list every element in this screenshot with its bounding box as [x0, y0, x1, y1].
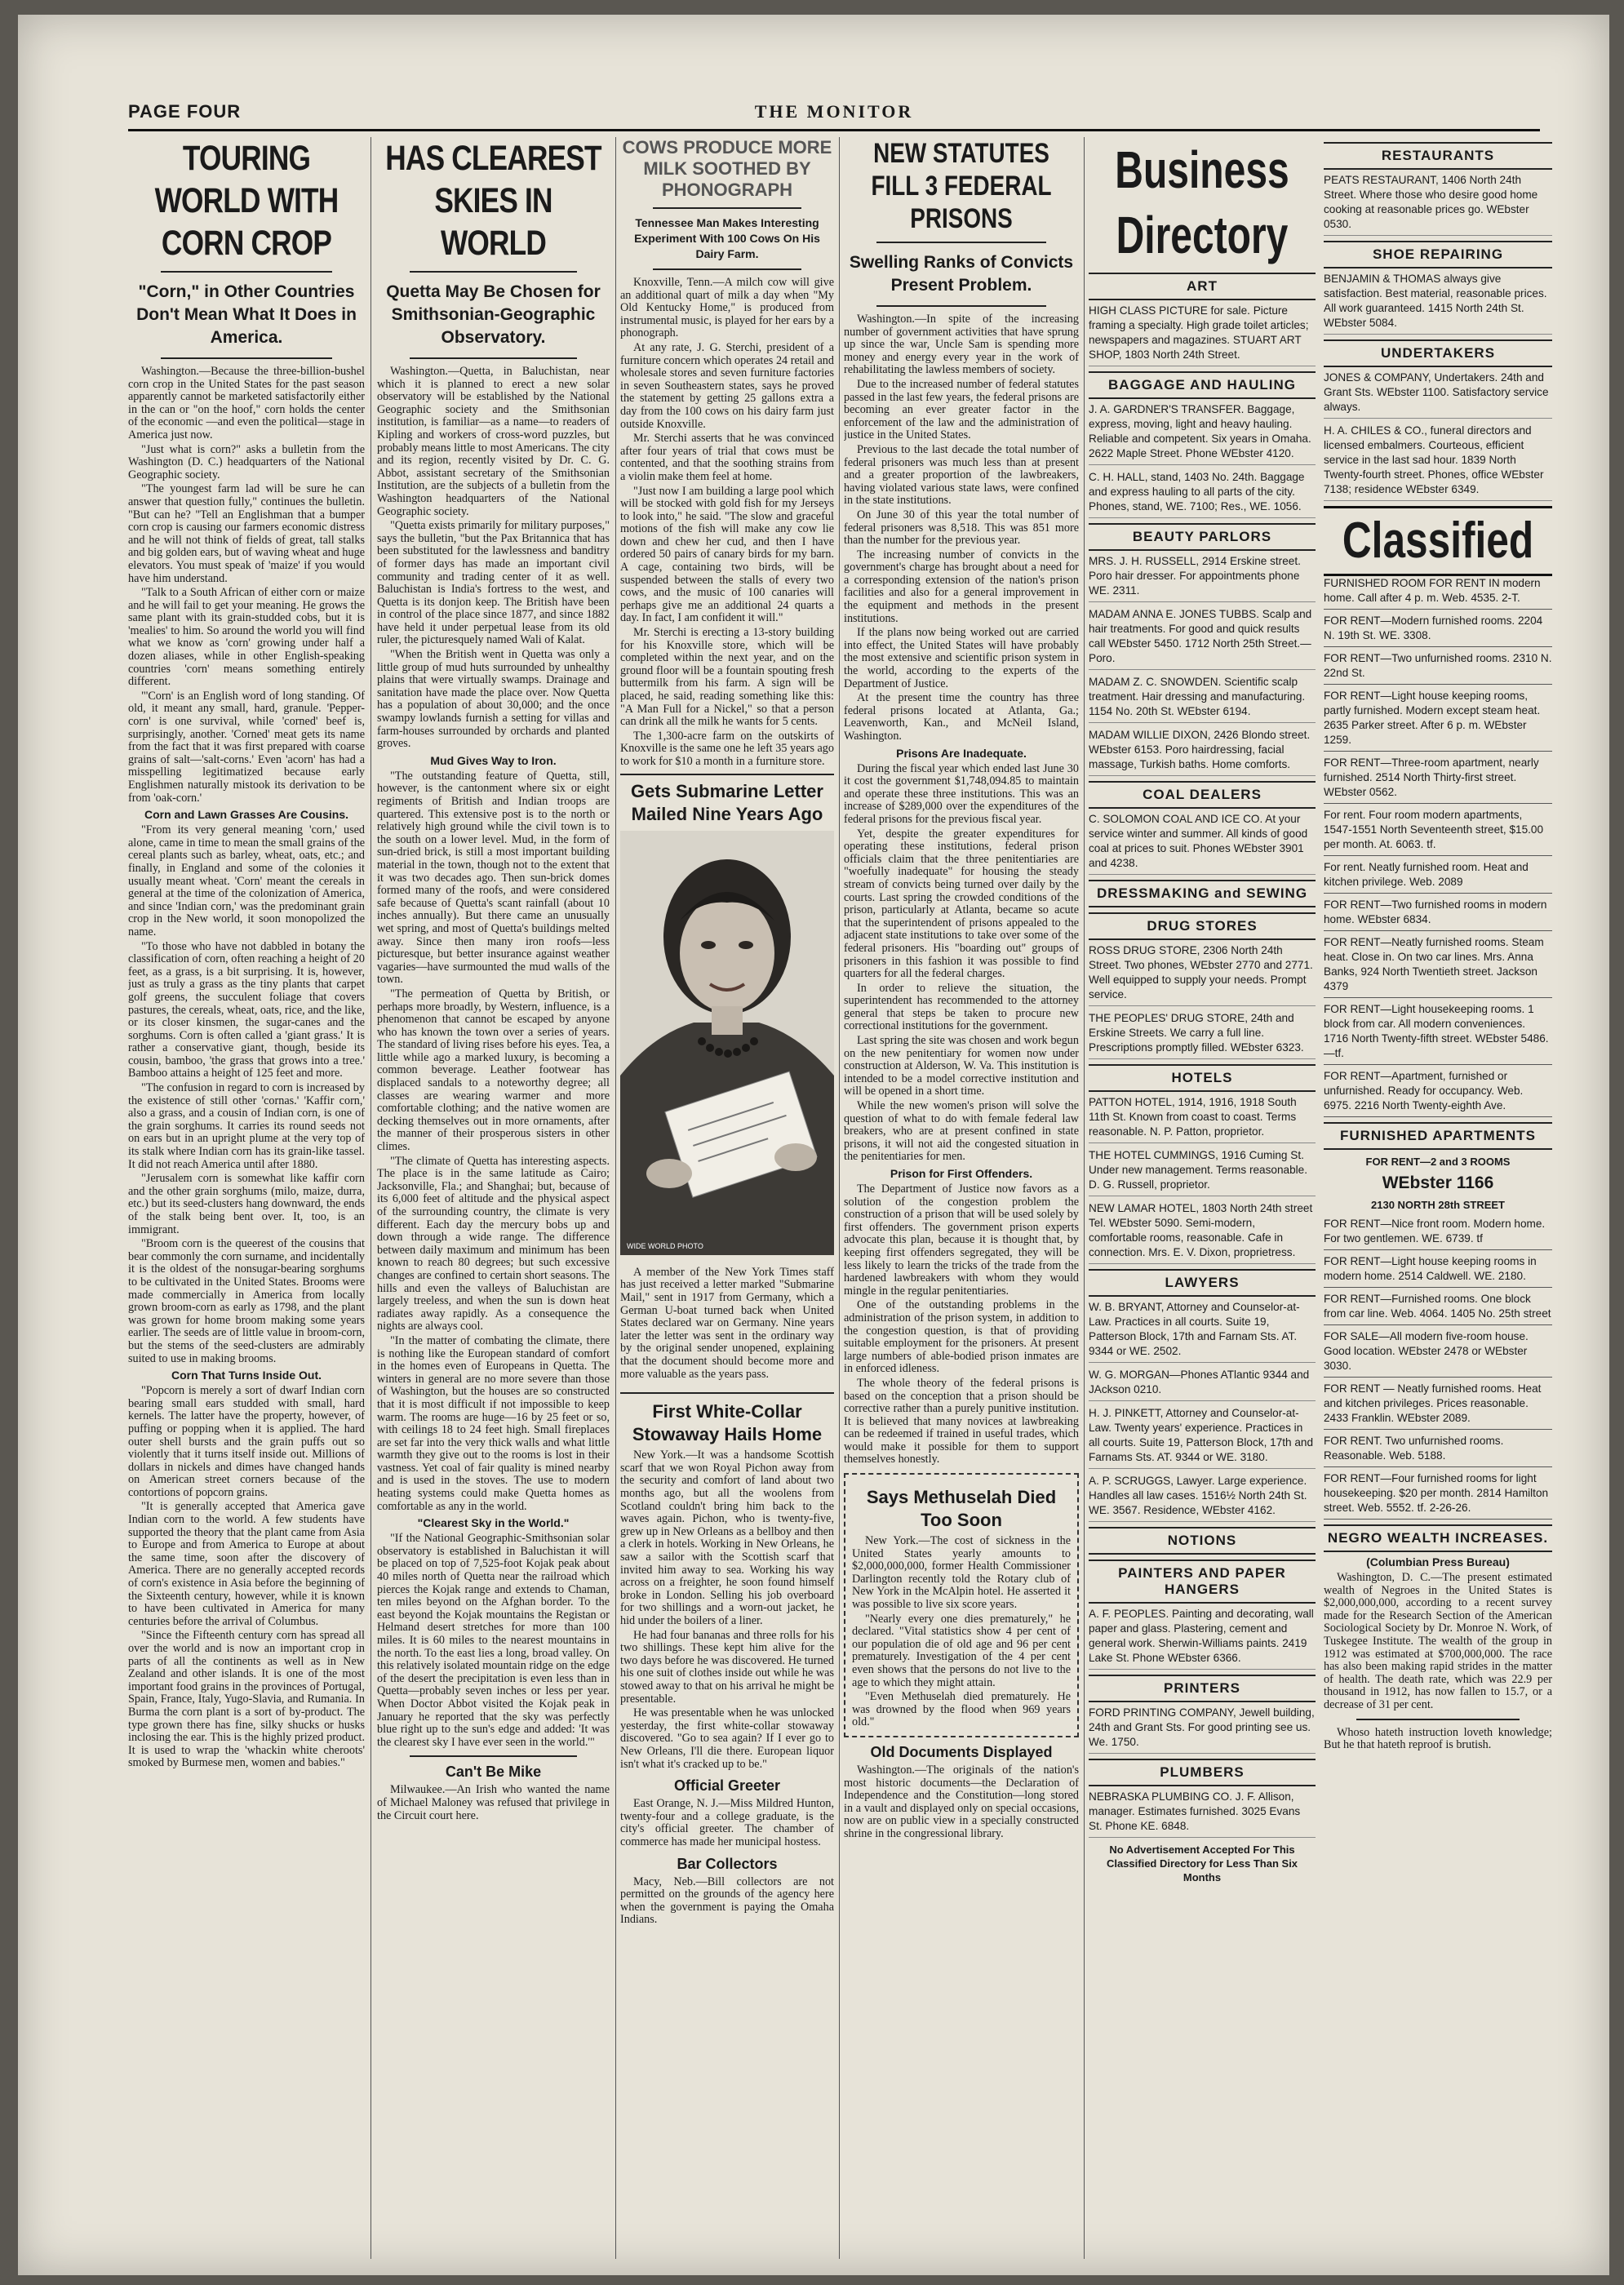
directory-entry: PATTON HOTEL, 1914, 1916, 1918 South 11th St. Known from coast to coast. Terms reasonable. N. P. Patton, proprietor.: [1089, 1095, 1316, 1143]
subhead: Corn and Lawn Grasses Are Cousins.: [144, 808, 348, 822]
directory-entry: W. G. MORGAN—Phones ATlantic 9344 and JAckson 0210.: [1089, 1368, 1316, 1401]
paragraph: "The confusion in regard to corn is increased by the existence of still other 'cornas.' 'Kaffir corn,' also a grass, and a cousin of Indian corn, is one of the grain sorghums. It carries its round seeds not on ears but in an upright plume at the very top of its stalk where Indian corn has its grain-like tassel. It did not reach America until after 1880.: [128, 1081, 365, 1171]
directory-notice: No Advertisement Accepted For This Classified Directory for Less Than Six Months: [1106, 1844, 1298, 1883]
deck: Swelling Ranks of Convicts Present Problem.: [849, 253, 1074, 295]
paragraph: At any rate, J. G. Sterchi, president of a furniture concern which operates 24 retail and wholesale stores and seven furniture factories in seven Southeastern states, says he proved the statement by getting 25 gallons extra a day from the 100 cows on his dairy farm just outside Knoxville.: [620, 340, 834, 431]
paragraph: During the fiscal year which ended last June 30 it cost the government $1,748,094.85 to maintain and operate these three institutions. This was an increase of $289,000 over the expenditures of the federal prisons for the previous fiscal year.: [844, 761, 1079, 826]
directory-title: Business Directory: [1115, 140, 1289, 264]
directory-category: SHOE REPAIRING: [1324, 241, 1552, 268]
paragraph: Previous to the last decade the total number of federal prisoners was much less than at present and a greater proportion of the lawbreakers, having violated various state laws, were confined in the state institutions.: [844, 442, 1079, 508]
paragraph: "Just what is corn?" asks a bulletin from the Washington (D. C.) headquarters of the National Geographic society.: [128, 442, 365, 481]
article-corn: [128, 137, 365, 1772]
apartments-heading: FURNISHED APARTMENTS: [1324, 1122, 1552, 1150]
paragraph: Last spring the site was chosen and work begun on the new penitentiary for women now under construction at Alderson, W. Va. This institution is intended to be a model corrective institution and will be opened in a short time.: [844, 1034, 1079, 1098]
directory-entry: NEBRASKA PLUMBING CO. J. F. Allison, manager. Estimates furnished. 3025 Evans St. Phone KE. 6848.: [1089, 1790, 1316, 1838]
directory-entry: MADAM WILLIE DIXON, 2426 Blondo street. WEbster 6153. Poro hairdressing, facial massage, Turkish baths. Home comforts.: [1089, 728, 1316, 776]
paragraph: At the present time the country has three federal prisons located at Atlanta, Ga.; Leavenworth, Kan., and McNeil Island, Washington.: [844, 691, 1079, 743]
headline: NEW STATUTES FILL 3 FEDERAL PRISONS: [871, 138, 1052, 234]
headline: TOURING WORLD WITH CORN CROP: [154, 139, 339, 263]
classified-ad: FOR RENT—Two unfurnished rooms. 2310 N. 22nd St.: [1324, 651, 1552, 685]
paragraph: Milwaukee.—An Irish who wanted the name of Michael Maloney was refused that privilege in the Circuit court here.: [377, 1783, 610, 1822]
paragraph: "Since the Fifteenth century corn has spread all over the world and is now an important crop in parts of all the continents as well as in New Zealand and other islands. It is one of the most important food grains in the provinces of Portugal, Spain, France, Italy, Yugo-Slavia, and Rumania. In Burma the corn plant is a sort of by-product. The type grown there has fine, silky shucks or husks inclosing the ear. This is the highly prized product. It is used to wrap the 'whackin white cheroots' smoked by Burmese men, women and babies.": [128, 1629, 365, 1770]
paragraph: He had four bananas and three rolls for his two shillings. These kept him alive for the two days before he was discovered. He turned his one suit of clothes inside out while he was stowed away to that on his arrival he might be presentable.: [620, 1628, 834, 1706]
classified-ad: FOR RENT—Light housekeeping rooms. 1 block from car. All modern conveniences. 1716 North Twenty-fifth street. WEbster 5486.—tf.: [1324, 1002, 1552, 1065]
paragraph: "Broom corn is the queerest of the cousins that bear commonly the corn surname, and incidentally it is the oldest of the nonsugar-bearing sorghums to be cultivated in the United States. Brooms were made commercially in America from locally grown broom-corn as early as 1798, and the plant was grown for home broom making some years earlier. The seeds are of little value in broom-corn, but the stems of the seed-clusters are admirably suited to use in making brooms.: [128, 1237, 365, 1365]
business-directory: [1089, 137, 1316, 1889]
directory-entry: MRS. J. H. RUSSELL, 2914 Erskine street. Poro hair dresser. For appointments phone WE. 2311.: [1089, 554, 1316, 602]
directory-entry: A. F. PEOPLES. Painting and decorating, wall paper and glass. Plastering, cement and general work. Sherwin-Williams paints. 2419 Lake St. Phone WEbster 6366.: [1089, 1607, 1316, 1670]
subhead: Mud Gives Way to Iron.: [430, 753, 557, 767]
directory-entry: W. B. BRYANT, Attorney and Counselor-at-Law. Practices in all courts. Suite 19, Patterson Block, 17th and Farnam Sts. AT. 9344 or WE. 2502.: [1089, 1300, 1316, 1363]
paragraph: Knoxville, Tenn.—A milch cow will give an additional quart of milk a day when "My Old Kentucky Home," is produced from instrumental music, is played for her ears by a phonograph.: [620, 276, 834, 340]
paragraph: Mr. Sterchi is erecting a 13-story building for his Knoxville store, which will be completed within the next year, and on the ground floor will be a fountain spouting fresh buttermilk from his farm. A sign will be placed, he said, reading something like this: "A Man Full for a Nickel," so that a person can drink all the milk he wants for 5 cents.: [620, 626, 834, 729]
column-rule: [1084, 137, 1085, 2259]
paragraph: Washington.—In spite of the increasing number of government activities that have sprung up since the war, Uncle Sam is spending more money and energy every year in the work of rehabilitating the lawless members of society.: [844, 313, 1079, 377]
classified-ad: FOR RENT—Nice front room. Modern home. For two gentlemen. WE. 6739. tf: [1324, 1217, 1552, 1250]
directory-entry: HIGH CLASS PICTURE for sale. Picture framing a specialty. High grade toilet articles; newspapers and magazines. STUART ART SHOP, 1803 North 24th Street.: [1089, 304, 1316, 366]
paragraph: The whole theory of the federal prisons is based on the conception that a prison should be corrective rather than a purely punitive institution. It is believed that many novices at lawbreaking can be redeemed if trained in useful trades, which would make it possible for them to support themselves honestly.: [844, 1376, 1079, 1466]
headline: First White-Collar Stowaway Hails Home: [632, 1401, 823, 1445]
masthead: [128, 96, 1540, 131]
paragraph: If the plans now being worked out are carried into effect, the United States will have probably the most extensive and scientific prison system in the world, according to the experts of the Department of Justice.: [844, 626, 1079, 690]
directory-category: BEAUTY PARLORS: [1089, 523, 1316, 551]
paragraph: "If the National Geographic-Smithsonian solar observatory is established in Baluchistan it will be placed on top of 7,525-foot Kojak peak about 40 miles north of Quetta near the railroad which pierces the Kojak range and extends to Chaman, ten miles beyond on the Afghan border. To the east beyond the Kojak mountains the Registan or Helmand desert stretches for more than 100 miles. It is 60 miles to the nearest mountains in the north. To the east lies a long, broad valley. On this relatively isolated mountain ridge on the edge of the desert the precipitation is even less than in Quetta—probably seven inches or less per year. When Doctor Abbot visited the Kojak peak in January he reported that the sky was perfectly blue right up to the sun's edge and added: 'It was the clearest sky I have ever seen in the world.'": [377, 1532, 610, 1749]
classified-ad: FOR RENT—Three-room apartment, nearly furnished. 2514 North Thirty-first street. WEbster 0562.: [1324, 756, 1552, 804]
headline: COWS PRODUCE MORE MILK SOOTHED BY PHONOGRAPH: [622, 137, 832, 200]
paragraph: Washington.—Quetta, in Baluchistan, near which it is planned to erect a new solar observatory will be established by the National Geographic society and the Smithsonian institution, is familiar—as a name—to readers of Kipling and workers of cross-word puzzles, but probably means little to most Americans. The city and its region, recently visited by Dr. C. G. Abbot, assistant secretary of the Smithsonian Institution, are the subjects of a bulletin from the Washington headquarters of the National Geographic society.: [377, 365, 610, 518]
subhead: Corn That Turns Inside Out.: [171, 1369, 322, 1382]
portrait-illustration: [620, 831, 834, 1255]
paragraph: "Talk to a South African of either corn or maize and he will fail to get your meaning. He grows the same plant with its grain-studded cobs, but it is 'mealies' to him. So around the world you will find what we know as 'corn' growing under half a dozen aliases, while in other English-speaking countries 'corn' means something entirely different.: [128, 586, 365, 689]
article-prisons: [844, 137, 1079, 1843]
directory-category: HOTELS: [1089, 1064, 1316, 1092]
classified-list: [1324, 576, 1552, 1117]
article-cows: [620, 137, 834, 1928]
paragraph: In order to relieve the situation, the superintendent has recommended to the attorney general that steps be taken to procure new correctional institutions for the government.: [844, 981, 1079, 1033]
paper-name: THE MONITOR: [754, 101, 914, 122]
photo-caption: A member of the New York Times staff has just received a letter marked "Submarine Mail," sent in 1917 from Germany, which a German U-boat turned back when United States declared war on Germany. Nine years later the letter was sent in the ordinary way by the original sender unopened, explaining that the document should become more and more valuable as the years pass.: [620, 1265, 834, 1381]
paragraph: "When the British went in Quetta was only a little group of mud huts surrounded by unhealthy plains that were virtually swamps. Drainage and sanitation have made the place over. Now Quetta has a population of about 30,000; and the once swampy lowlands furnish a setting for villas and farm-houses surrounded by orchards and planted groves.: [377, 648, 610, 751]
headline: Bar Collectors: [677, 1855, 778, 1872]
paragraph: "The permeation of Quetta by British, or perhaps more broadly, by Western, influence, is a phenomenon that cannot be escaped by anyone who has known the town over a series of years. The standard of living rises before his eyes. Tea, a little while ago a marked luxury, is becoming a common beverage. Leather footwear has displaced sandals to a noteworthy degree; all classes are wearing warmer and more comfortable clothing; and the native women are decking themselves out in more ornaments, after the manner of their prosperous sisters in other climes.: [377, 987, 610, 1154]
paragraph: On June 30 of this year the total number of federal prisoners was 8,518. This was 851 more than the number for the previous year.: [844, 508, 1079, 548]
paragraph: "It is generally accepted that America gave Indian corn to the world. A few students have supported the theory that the plant came from Asia to Europe and from America to Europe at about the same time, soon after the discovery of America. There are no generally accepted records of corn's existence in Asia before the beginning of the Sixteenth century, however, while it is known to have been cultivated in America for many centuries before the arrival of Columbus.: [128, 1500, 365, 1628]
paragraph: East Orange, N. J.—Miss Mildred Hunton, twenty-four and a college graduate, is the city's official greeter. The chamber of commerce has made her municipal hostess.: [620, 1797, 834, 1848]
paragraph: Washington.—Because the three-billion-bushel corn crop in the United States for the past season apparently cannot be marketed satisfactorily either in the can or "on the hoof," corn holds the center of the economic —and even the political—stage in America just now.: [128, 365, 365, 441]
paragraph: The increasing number of convicts in the government's charge has brought about a need for a corresponding extension of the nation's prison facilities and also for a general improvement in the equipment and methods in the present institutions.: [844, 548, 1079, 625]
column-rule: [615, 137, 616, 2259]
apartments-address: 2130 NORTH 28th STREET: [1371, 1199, 1505, 1211]
subhead: Prisons Are Inadequate.: [896, 746, 1027, 760]
photo-credit: WIDE WORLD PHOTO: [627, 1241, 703, 1250]
photo-headline: Gets Submarine Letter Mailed Nine Years Ago: [631, 780, 823, 824]
directory-category: LAWYERS: [1089, 1269, 1316, 1297]
paragraph: "Jerusalem corn is somewhat like kaffir corn and the other grain sorghums (milo, maize, durra, etc.) but its seed-clusters hang downward, the ends of the stalk being bent over. It, too, is an immigrant.: [128, 1172, 365, 1236]
directory-category: ART: [1089, 273, 1316, 300]
classified-ad: FOR RENT—Modern furnished rooms. 2204 N. 19th St. WE. 3308.: [1324, 614, 1552, 647]
classified-ad: FOR RENT—Furnished rooms. One block from car line. Web. 4064. 1405 No. 25th street: [1324, 1292, 1552, 1325]
deck: "Corn," in Other Countries Don't Mean What It Does in America.: [136, 282, 357, 347]
directory-category: RESTAURANTS: [1324, 142, 1552, 170]
subhead: "Clearest Sky in the World.": [417, 1516, 570, 1530]
classified-ad: FOR RENT. Two unfurnished rooms. Reasonable. Web. 5188.: [1324, 1434, 1552, 1467]
directory-entry: BENJAMIN & THOMAS always give satisfaction. Best material, reasonable prices. All work guaranteed. 1415 North 24th St. WEbster 5084.: [1324, 272, 1552, 335]
classified-ad: FOR RENT—Two furnished rooms in modern home. WEbster 6834.: [1324, 898, 1552, 931]
classified-ad: FOR SALE—All modern five-room house. Good location. WEbster 2478 or WEbster 3030.: [1324, 1329, 1552, 1378]
directory-entry: THE HOTEL CUMMINGS, 1916 Cuming St. Under new management. Terms reasonable. D. G. Russell, proprietor.: [1089, 1148, 1316, 1196]
classified-ad: FOR RENT—Light house keeping rooms, partly furnished. Modern except steam heat. 2635 Parker street. After 6 p. m. WEbster 1259.: [1324, 689, 1552, 752]
directory-and-classified: [1324, 137, 1552, 1754]
paragraph: Macy, Neb.—Bill collectors are not permitted on the grounds of the agency here when the government is paying the Omaha Indians.: [620, 1875, 834, 1927]
directory-category: DRUG STORES: [1089, 912, 1316, 940]
paragraph: New York.—The cost of sickness in the United States yearly amounts to $2,000,000,000, former Health Commissioner Darlington recently told the Rotary club of New York in the McAlpin hotel. He asserted it was possible to live six score years.: [852, 1534, 1071, 1612]
article-quetta: [377, 137, 610, 1824]
apartments-sub: FOR RENT—2 and 3 ROOMS: [1365, 1156, 1511, 1168]
paragraph: Yet, despite the greater expenditures for operating these institutions, federal prison officials claim that the three penitentiaries are "woefully inadequate" for housing the steady stream of convicts being turned over daily by the courts. Last spring the crowded conditions of the prison, particularly at Atlanta, became so acute that the superintendent of prisons appealed to the adjacent state institutions to take over some of the federal prisoners. His "boarding out" groups of prisoners in this fashion it was possible to find quarters for all the federal charges.: [844, 827, 1079, 981]
paragraph: Due to the increased number of federal statutes passed in the last few years, the federal prisons are becoming an ever greater factor in the enforcement of the law and the administration of justice in the United States.: [844, 377, 1079, 442]
headline: Says Methuselah Died Too Soon: [866, 1487, 1057, 1531]
directory-entry: ROSS DRUG STORE, 2306 North 24th Street. Two phones, WEbster 2770 and 2771. Well equipped to supply your needs. Prompt service.: [1089, 943, 1316, 1006]
paragraph: While the new women's prison will solve the question of what to do with female federal law breakers, who are at present confined in state prisons, it will not aid the congested situation in the penitentiaries for men.: [844, 1099, 1079, 1164]
classified-ad: FOR RENT—Four furnished rooms for light housekeeping. $20 per month. 2814 Hamilton street. Web. 5552. tf. 2-26-26.: [1324, 1471, 1552, 1520]
directory-sections: [1324, 142, 1552, 501]
paragraph: The Department of Justice now favors as a solution of the congestion problem the construction of a prison that will be used solely by first offenders. The government prison experts advocate this plan, because it is thought that, by keeping first offenders segregated, they will be less likely to learn the tricks of the trade from the hardened lawbreakers with whom they would mingle in the regular penitentiaries.: [844, 1182, 1079, 1298]
paragraph: "Nearly every one dies prematurely," he declared. "Vital statistics show 4 per cent of our population die of old age and 96 per cent prematurely. Investigation of the 4 per cent even shows that the persons do not live to the age to which they might attain.: [852, 1612, 1071, 1689]
directory-entry: J. A. GARDNER'S TRANSFER. Baggage, express, moving, light and heavy hauling. Reliable and competent. Six years in Omaha. 2622 Maple Street. Phone WEbster 4120.: [1089, 402, 1316, 465]
directory-category: COAL DEALERS: [1089, 781, 1316, 809]
wealth-heading: NEGRO WEALTH INCREASES.: [1324, 1524, 1552, 1552]
directory-category: NOTIONS: [1089, 1527, 1316, 1555]
directory-entry: MADAM ANNA E. JONES TUBBS. Scalp and hair treatments. For good and quick results call WEbster 5450. 1712 North 25th Street.—Poro.: [1089, 607, 1316, 670]
classified-ad: FOR RENT—Apartment, furnished or unfurnished. Ready for occupancy. Web. 6975. 2216 North Twenty-eighth Ave.: [1324, 1069, 1552, 1117]
directory-category: PLUMBERS: [1089, 1759, 1316, 1786]
classified-ad: FOR RENT — Neatly furnished rooms. Heat and kitchen privileges. Prices reasonable. 2433 Franklin. WEbster 2089.: [1324, 1382, 1552, 1430]
filler-headline: Can't Be Mike: [445, 1764, 542, 1781]
classified-ad: For rent. Four room modern apartments, 1547-1551 North Seventeenth street, $15.00 per month. At. 6063. tf.: [1324, 808, 1552, 856]
directory-entry: H. A. CHILES & CO., funeral directors and licensed embalmers. Courteous, efficient service in the last sad hour. 1839 North Twenty-fourth street. Phones, office WEbster 7138; residence WEbster 6349.: [1324, 424, 1552, 501]
paragraph: "From its very general meaning 'corn,' used alone, came in time to mean the small grains of the cereal plants such as barley, wheat, oats, etc.; and finally, in England and some of the colonies it usually meant wheat. 'Corn' meant the cereals in general at the time of the colonization of America, and since 'Indian corn,' was the predominant grain crop in the New world, it soon monopolized the name.: [128, 823, 365, 938]
directory-entry: A. P. SCRUGGS, Lawyer. Large experience. Handles all law cases. 1516½ North 24th St. WE. 3567. Residence, WEbster 4162.: [1089, 1474, 1316, 1522]
directory-category: UNDERTAKERS: [1324, 339, 1552, 367]
paragraph: "The outstanding feature of Quetta, still, however, is the cantonment where six or eight regiments of British and Indian troops are quartered. This extensive post is to the north or relatively high ground while the civil town is to the south on a lower level. Mud, in the form of sun-dried brick, is still a most important building material in the town, though not to the extent that it was two decades ago. Then sun-brick domes formed many of the roofs, and were considered safe because of Quetta's scant rainfall (about 10 inches annually). But there came an unusually wet spring, and most of Quetta's buildings melted away. Since then many iron roofs—less picturesque, but better insurance against weather vagaries—have surmounted the mud walls of the town.: [377, 769, 610, 987]
apartments-phone: WEbster 1166: [1382, 1174, 1494, 1192]
paragraph: "The youngest farm lad will be sure he can answer that question fully," continues the bulletin. "But can he? "Tell an Englishman that a bumper corn crop is causing our farmers economic distress and he will not think of fields of great, tall stalks and big golden ears, but of waving wheat and huge elevators. You must speak of 'maize' if you would have him understand.: [128, 482, 365, 585]
directory-category: PAINTERS AND PAPER HANGERS: [1089, 1560, 1316, 1604]
directory-category: DRESSMAKING and SEWING: [1089, 880, 1316, 907]
classified-list: [1324, 1217, 1552, 1520]
headline: Old Documents Displayed: [870, 1743, 1053, 1760]
paragraph: "'Corn' is an English word of long standing. Of old, it meant any small, hard, granule. 'Pepper-corn' is one survival, while 'corned' beef is, surprisingly, another. 'Corned' meat gets its name from the fact that it was first prepared with coarse grains of salt—'salt-corns.' Even 'acorn' has had a misspelling legitimatized because early Englishmen naturally mistook its derivation to be from 'oak-corn.': [128, 689, 365, 805]
directory-category: PRINTERS: [1089, 1675, 1316, 1702]
headline: HAS CLEAREST SKIES IN WORLD: [385, 139, 601, 263]
paragraph: "In the matter of combating the climate, there is nothing like the European standard of comfort in the homes even of Europeans in Quetta. The winters in general are no more severe than those of Washington, but the houses are so constructed that it is most difficult if not impossible to keep warm. The rooms are huge—16 by 25 feet or so, with ceilings 18 to 24 feet high. Small fireplaces are set far into the very thick walls and what little warmth they give out to the rooms is lost in their vastness. Yet coal of fair quality is mined nearby and is used in the stoves. The use to modern heating systems could make Quetta homes as comfortable as any in the world.: [377, 1333, 610, 1513]
newspaper-page: [18, 15, 1609, 2275]
deck: Tennessee Man Makes Interesting Experiment With 100 Cows On His Dairy Farm.: [634, 216, 820, 260]
paragraph: "Just now I am building a large pool which will be stocked with gold fish for my Jerseys to look into," he said. "The slow and graceful motions of the fish will make any cow lie down and chew her cud, and then I have ordered 50 pairs of canary birds for my barn. A cage, containing two birds, will be suspended between the stalls of every two cows, and the music of 100 canaries will perhaps give me an additional 24 quarts a day. In fact, I am confident it will.": [620, 484, 834, 625]
boxed-story: [844, 1473, 1079, 1737]
directory-entry: JONES & COMPANY, Undertakers. 24th and Grant Sts. WEbster 1100. Satisfactory service always.: [1324, 370, 1552, 419]
paragraph: "Even Methuselah died prematurely. He was drowned by the flood when 969 years old.": [852, 1690, 1071, 1729]
classified-ad: FOR RENT—Light house keeping rooms in modern home. 2514 Caldwell. WE. 2180.: [1324, 1254, 1552, 1288]
scripture-quote: Whoso hateth instruction loveth knowledge; But he that hateth reproof is brutish.: [1324, 1725, 1552, 1752]
paragraph: "Popcorn is merely a sort of dwarf Indian corn bearing small ears studded with small, hard kernels. The latter have the property, however, of puffing or popping when it is applied. The hard outer shell bursts and the grain puffs out so violently that it turns itself inside out. Millions of dollars in nickels and dimes have changed hands on American street corners because of the contortions of popcorn grains.: [128, 1384, 365, 1499]
classified-ad: For rent. Neatly furnished room. Heat and kitchen privilege. Web. 2089: [1324, 860, 1552, 894]
directory-entry: FORD PRINTING COMPANY, Jewell building, 24th and Grant Sts. For good printing see us. We. 1750.: [1089, 1706, 1316, 1754]
directory-entry: PEATS RESTAURANT, 1406 North 24th Street. Where those who desire good home cooking at reasonable prices go. WEbster 0530.: [1324, 173, 1552, 236]
paragraph: Washington, D. C.—The present estimated wealth of Negroes in the United States is $2,000,000,000, according to a recent survey made for the Research Section of the American Sociological Society by Dr. Monroe N. Work, of Tuskegee Institute. The wealth of the group in 1912 was estimated at $700,000,000. The race has also been making rapid strides in the matter of health. The death rate, which was 22.9 per thousand in 1912, has now fallen to 15.7, or a decrease of 31 per cent.: [1324, 1571, 1552, 1711]
directory-entry: MADAM Z. C. SNOWDEN. Scientific scalp treatment. Hair dressing and manufacturing. 1154 No. 20th St. WEbster 6194.: [1089, 675, 1316, 723]
headline: Official Greeter: [673, 1777, 781, 1795]
paragraph: "Quetta exists primarily for military purposes," says the bulletin, "but the Pax Britannica that has been substituted for the lawlessness and banditry of former days has made an important civil community and trading center of it as well. Baluchistan is India's fortress to the west, and Quetta is its donjon keep. The British have been in control of the place since 1877, and since 1882 have held it under perpetual lease from its old ruler, the picturesquely named Wali of Kalat.: [377, 519, 610, 647]
classified-title: Classified: [1324, 506, 1552, 576]
subhead: Prison for First Offenders.: [890, 1167, 1033, 1180]
directory-entry: THE PEOPLES' DRUG STORE, 24th and Erskine Streets. We carry a full line. Prescriptions promptly filled. WEbster 6323.: [1089, 1011, 1316, 1059]
paragraph: New York.—It was a handsome Scottish scarf that we won Royal Pichon away from the security and comfort of land about two months ago, but all the woolens from Scotland couldn't bring him back to the waves again. Pichon, who is twenty-five, grew up in New Orleans as a bellboy and then a clerk in hotels. Working in New Orleans, he saw a sailor with the Scottish scarf that invited him away to sea. Working his way across on a freighter, he soon found himself broke in London. Selling his job overboard for two shillings and a worn-out jacket, he hid under the boilers of a liner.: [620, 1449, 834, 1627]
classified-ad: FOR RENT—Neatly furnished rooms. Steam heat. Close in. On two car lines. Mrs. Anna Banks, 924 North Twentieth street. Jackson 4379: [1324, 935, 1552, 998]
wealth-source: (Columbian Press Bureau): [1366, 1555, 1510, 1568]
photo-woman-with-letter: [620, 831, 834, 1255]
directory-entry: NEW LAMAR HOTEL, 1803 North 24th street Tel. WEbster 5090. Semi-modern, comfortable rooms, reasonable. Cafe in connection. Mrs. E. V. Dixon, proprietress.: [1089, 1201, 1316, 1264]
paragraph: He was presentable when he was unlocked yesterday, the first white-collar stowaway discovered. "Go to sea again? If I ever go to New Orleans, I'll die there. European liquor isn't what it's cracked up to be.": [620, 1706, 834, 1771]
paragraph: The 1,300-acre farm on the outskirts of Knoxville is the same one he left 35 years ago to work for $10 a month in a furniture store.: [620, 729, 834, 768]
directory-entry: C. H. HALL, stand, 1403 No. 24th. Baggage and express hauling to all parts of the city. Phones, stand, WE. 7100; Res., WE. 1056.: [1089, 470, 1316, 518]
column-rule: [839, 137, 840, 2259]
directory-category: BAGGAGE AND HAULING: [1089, 371, 1316, 399]
paragraph: "The climate of Quetta has interesting aspects. The place is in the same latitude as Cairo; Jacksonville, Fla.; and Shanghai; but, because of its 6,000 feet of altitude and the physical aspect of the surrounding country, the climate is very different. Each day the mercury bobs up and down through a wide range. The difference between daily maximum and minimum has been known to reach 80 degrees; but such excessive changes are confined to certain short seasons. The hills and even the valleys of Baluchistan are largely treeless, and when the sun is down heat radiates away rapidly. As a consequence the nights are always cool.: [377, 1154, 610, 1333]
directory-sections: [1089, 273, 1316, 1838]
directory-entry: C. SOLOMON COAL AND ICE CO. At your service winter and summer. All kinds of good coal at prices to suit. Phones WEbster 3901 and 4238.: [1089, 812, 1316, 875]
page-number: PAGE FOUR: [128, 101, 242, 122]
deck: Quetta May Be Chosen for Smithsonian-Geographic Observatory.: [386, 282, 601, 347]
paragraph: One of the outstanding problems in the administration of the prison system, in addition to the congestion question, is that of providing suitable employment for the prisoners. At present large numbers of able-bodied prison inmates are in enforced idleness.: [844, 1298, 1079, 1376]
paragraph: Washington.—The originals of the nation's most historic documents—the Declaration of Independence and the Constitution—long stored in a vault and displayed only on special occasions, now are on public view in a specially constructed shrine in the congressional library.: [844, 1763, 1079, 1840]
paragraph: Mr. Sterchi asserts that he was convinced after four years of trial that cows must be contented, and that the soothing strains from a violin make them feel at home.: [620, 432, 834, 483]
paragraph: "To those who have not dabbled in botany the classification of corn, often reaching a height of 20 feet, as a grass, is a bit surprising. It is, however, just as truly a grass as the tiny plants that carpet golf greens, the succulent foliage that covers pastures, the cereals, wheat, oats, rice, and the like, or its closer kinsmen, the sugar-canes and the sorghums. Corn is often called a 'giant grass.' It is rather a conservative giant, though, beside its cousin, bamboo, 'the grass that grows into a tree.' Bamboo attains a height of 125 feet and more.: [128, 939, 365, 1080]
directory-entry: H. J. PINKETT, Attorney and Counselor-at-Law. Twenty years' experience. Practices in all courts. Suite 19, Patterson Block, 17th and Farnams Sts. AT. 9344 or WE. 3180.: [1089, 1406, 1316, 1469]
classified-ad: FURNISHED ROOM FOR RENT IN modern home. Call after 4 p. m. Web. 4535. 2-T.: [1324, 576, 1552, 610]
